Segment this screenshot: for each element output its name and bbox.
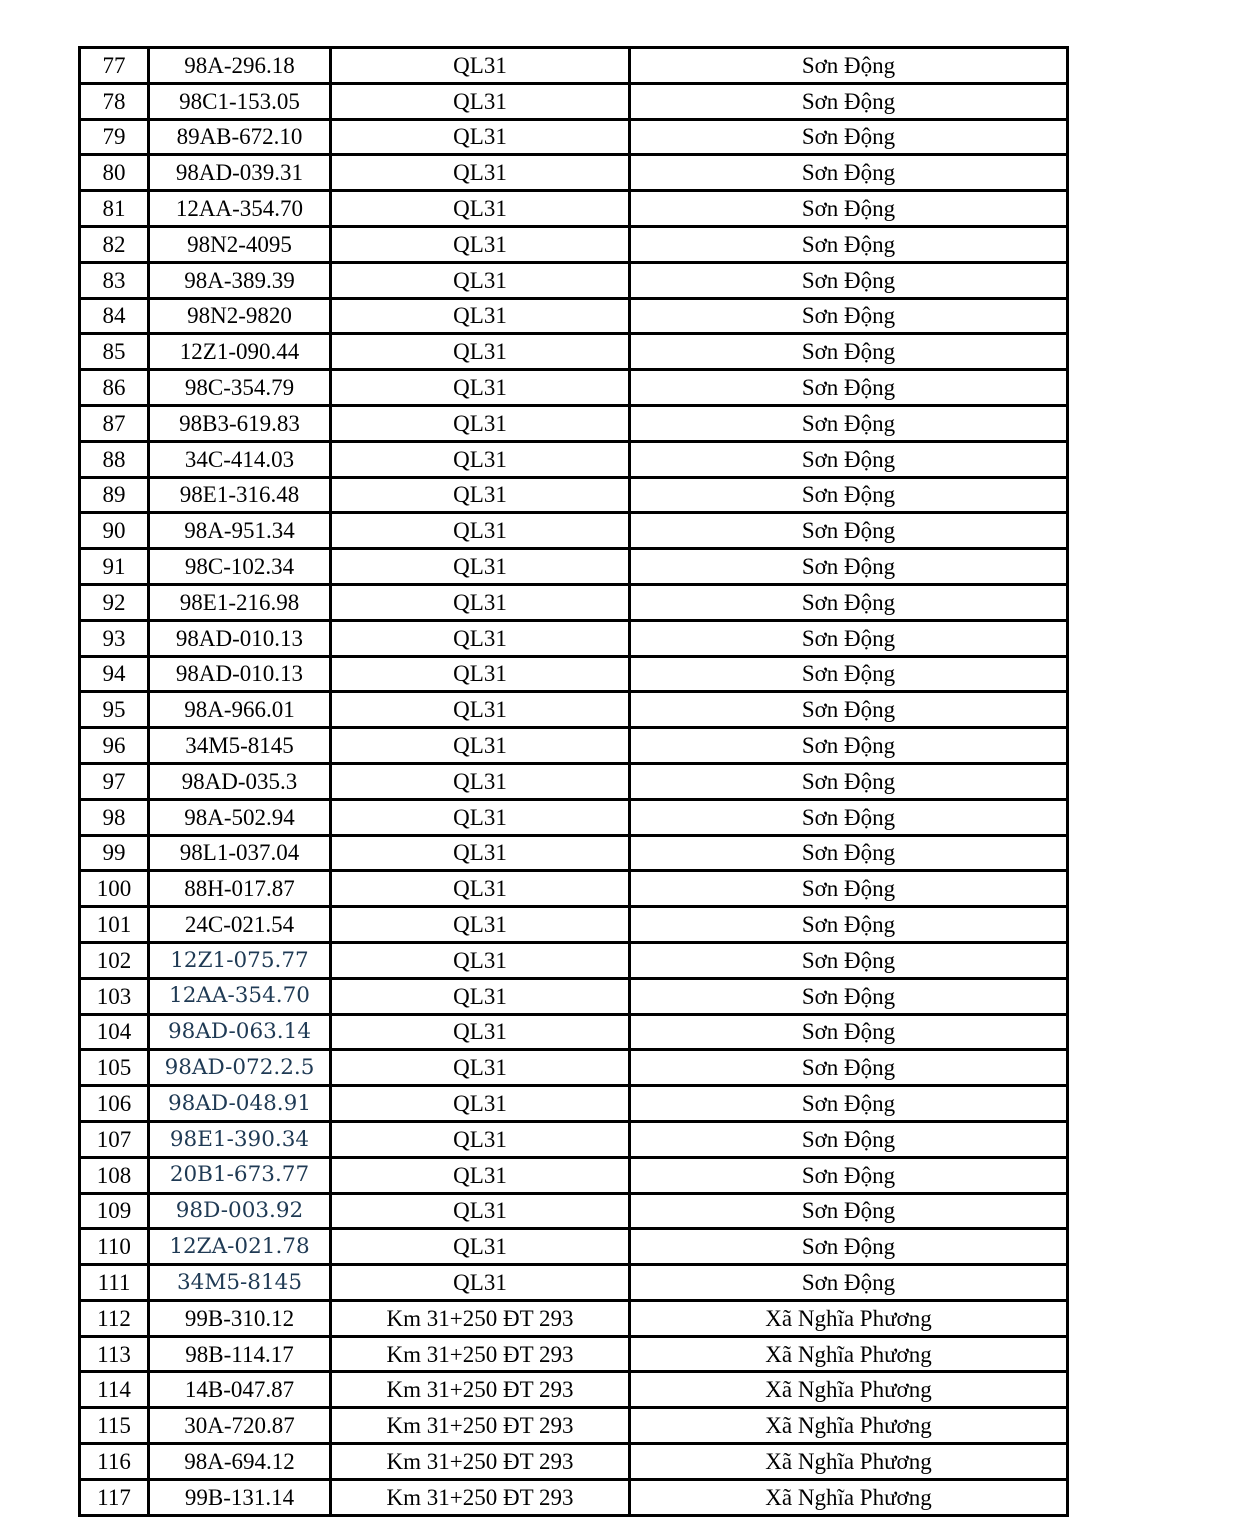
row-number-cell: 90 [80, 513, 149, 549]
row-number-cell: 106 [80, 1086, 149, 1122]
location-cell: QL31 [331, 835, 630, 871]
area-cell: Sơn Động [630, 942, 1068, 978]
table-row [80, 656, 1068, 692]
row-number-cell: 103 [80, 978, 149, 1014]
plate-number-cell: 98A-502.94 [149, 799, 331, 835]
location-cell: QL31 [331, 1014, 630, 1050]
table-row [80, 477, 1068, 513]
plate-number-cell: 98L1-037.04 [149, 835, 331, 871]
row-number-cell: 95 [80, 692, 149, 728]
area-cell: Sơn Động [630, 48, 1068, 84]
plate-number-cell: 88H-017.87 [149, 871, 331, 907]
plate-number-cell: 20B1-673.77 [149, 1157, 331, 1193]
row-number-cell: 101 [80, 907, 149, 943]
table-row [80, 1265, 1068, 1301]
area-cell: Sơn Động [630, 907, 1068, 943]
plate-number-cell: 24C-021.54 [149, 907, 331, 943]
table-row [80, 298, 1068, 334]
table-row [80, 584, 1068, 620]
row-number-cell: 94 [80, 656, 149, 692]
location-cell: QL31 [331, 262, 630, 298]
plate-number-cell: 98B-114.17 [149, 1336, 331, 1372]
plate-number-cell: 34M5-8145 [149, 1265, 331, 1301]
plate-number-cell: 98AD-039.31 [149, 155, 331, 191]
row-number-cell: 87 [80, 405, 149, 441]
plate-number-cell: 12ZA-021.78 [149, 1229, 331, 1265]
table-row [80, 226, 1068, 262]
location-cell: QL31 [331, 871, 630, 907]
table-row [80, 799, 1068, 835]
plate-number-cell: 98B3-619.83 [149, 405, 331, 441]
table-row [80, 1014, 1068, 1050]
table-row [80, 871, 1068, 907]
plate-number-cell: 98N2-9820 [149, 298, 331, 334]
row-number-cell: 113 [80, 1336, 149, 1372]
row-number-cell: 108 [80, 1157, 149, 1193]
row-number-cell: 104 [80, 1014, 149, 1050]
table-row [80, 1300, 1068, 1336]
plate-number-cell: 98AD-048.91 [149, 1086, 331, 1122]
table-row [80, 370, 1068, 406]
table-row [80, 441, 1068, 477]
row-number-cell: 110 [80, 1229, 149, 1265]
plate-number-cell: 34M5-8145 [149, 728, 331, 764]
location-cell: QL31 [331, 298, 630, 334]
table-row [80, 978, 1068, 1014]
area-cell: Sơn Động [630, 119, 1068, 155]
table-row [80, 1408, 1068, 1444]
plate-number-cell: 98A-966.01 [149, 692, 331, 728]
location-cell: QL31 [331, 799, 630, 835]
plate-number-cell: 12AA-354.70 [149, 978, 331, 1014]
table-row [80, 1193, 1068, 1229]
area-cell: Sơn Động [630, 584, 1068, 620]
plate-number-cell: 98A-694.12 [149, 1444, 331, 1480]
plate-number-cell: 98A-296.18 [149, 48, 331, 84]
area-cell: Xã Nghĩa Phương [630, 1479, 1068, 1515]
location-cell: Km 31+250 ĐT 293 [331, 1444, 630, 1480]
area-cell: Xã Nghĩa Phương [630, 1372, 1068, 1408]
table-row [80, 48, 1068, 84]
plate-number-cell: 98AD-035.3 [149, 763, 331, 799]
area-cell: Sơn Động [630, 191, 1068, 227]
plate-number-cell: 14B-047.87 [149, 1372, 331, 1408]
table-row [80, 83, 1068, 119]
row-number-cell: 81 [80, 191, 149, 227]
area-cell: Xã Nghĩa Phương [630, 1444, 1068, 1480]
row-number-cell: 116 [80, 1444, 149, 1480]
row-number-cell: 93 [80, 620, 149, 656]
table-body [80, 48, 1068, 1516]
location-cell: QL31 [331, 1121, 630, 1157]
location-cell: QL31 [331, 978, 630, 1014]
table-row [80, 907, 1068, 943]
area-cell: Sơn Động [630, 763, 1068, 799]
row-number-cell: 92 [80, 584, 149, 620]
row-number-cell: 105 [80, 1050, 149, 1086]
table-row [80, 549, 1068, 585]
area-cell: Sơn Động [630, 835, 1068, 871]
row-number-cell: 80 [80, 155, 149, 191]
location-cell: QL31 [331, 334, 630, 370]
location-cell: QL31 [331, 584, 630, 620]
row-number-cell: 88 [80, 441, 149, 477]
area-cell: Sơn Động [630, 1157, 1068, 1193]
location-cell: QL31 [331, 477, 630, 513]
plate-number-cell: 98D-003.92 [149, 1193, 331, 1229]
plate-number-cell: 98C-354.79 [149, 370, 331, 406]
location-cell: QL31 [331, 191, 630, 227]
area-cell: Sơn Động [630, 1265, 1068, 1301]
location-cell: QL31 [331, 1157, 630, 1193]
area-cell: Sơn Động [630, 692, 1068, 728]
area-cell: Sơn Động [630, 155, 1068, 191]
table-row [80, 942, 1068, 978]
location-cell: QL31 [331, 728, 630, 764]
row-number-cell: 86 [80, 370, 149, 406]
location-cell: QL31 [331, 763, 630, 799]
row-number-cell: 109 [80, 1193, 149, 1229]
area-cell: Sơn Động [630, 620, 1068, 656]
area-cell: Sơn Động [630, 1193, 1068, 1229]
plate-number-cell: 98C1-153.05 [149, 83, 331, 119]
row-number-cell: 112 [80, 1300, 149, 1336]
location-cell: QL31 [331, 1193, 630, 1229]
location-cell: QL31 [331, 370, 630, 406]
area-cell: Sơn Động [630, 513, 1068, 549]
area-cell: Sơn Động [630, 298, 1068, 334]
area-cell: Sơn Động [630, 728, 1068, 764]
area-cell: Sơn Động [630, 370, 1068, 406]
row-number-cell: 79 [80, 119, 149, 155]
location-cell: QL31 [331, 1265, 630, 1301]
plate-number-cell: 89AB-672.10 [149, 119, 331, 155]
location-cell: QL31 [331, 405, 630, 441]
area-cell: Sơn Động [630, 226, 1068, 262]
plate-number-cell: 99B-131.14 [149, 1479, 331, 1515]
table-row [80, 513, 1068, 549]
location-cell: QL31 [331, 656, 630, 692]
location-cell: QL31 [331, 226, 630, 262]
table-row [80, 405, 1068, 441]
row-number-cell: 78 [80, 83, 149, 119]
table-row [80, 728, 1068, 764]
plate-number-cell: 98AD-063.14 [149, 1014, 331, 1050]
row-number-cell: 84 [80, 298, 149, 334]
area-cell: Sơn Động [630, 83, 1068, 119]
table-row [80, 835, 1068, 871]
location-cell: QL31 [331, 155, 630, 191]
plate-number-cell: 98E1-390.34 [149, 1121, 331, 1157]
row-number-cell: 107 [80, 1121, 149, 1157]
location-cell: QL31 [331, 907, 630, 943]
plate-number-cell: 12Z1-090.44 [149, 334, 331, 370]
row-number-cell: 96 [80, 728, 149, 764]
violation-table [78, 46, 1069, 1517]
table-row [80, 1086, 1068, 1122]
area-cell: Sơn Động [630, 1086, 1068, 1122]
location-cell: QL31 [331, 942, 630, 978]
row-number-cell: 83 [80, 262, 149, 298]
row-number-cell: 85 [80, 334, 149, 370]
row-number-cell: 97 [80, 763, 149, 799]
area-cell: Sơn Động [630, 262, 1068, 298]
location-cell: QL31 [331, 513, 630, 549]
table-row [80, 1444, 1068, 1480]
row-number-cell: 114 [80, 1372, 149, 1408]
area-cell: Sơn Động [630, 1229, 1068, 1265]
plate-number-cell: 34C-414.03 [149, 441, 331, 477]
area-cell: Sơn Động [630, 871, 1068, 907]
area-cell: Sơn Động [630, 799, 1068, 835]
location-cell: Km 31+250 ĐT 293 [331, 1336, 630, 1372]
table-row [80, 334, 1068, 370]
row-number-cell: 115 [80, 1408, 149, 1444]
plate-number-cell: 98AD-010.13 [149, 620, 331, 656]
table-row [80, 155, 1068, 191]
location-cell: QL31 [331, 1229, 630, 1265]
plate-number-cell: 98AD-010.13 [149, 656, 331, 692]
area-cell: Sơn Động [630, 549, 1068, 585]
area-cell: Sơn Động [630, 334, 1068, 370]
row-number-cell: 98 [80, 799, 149, 835]
location-cell: QL31 [331, 692, 630, 728]
location-cell: QL31 [331, 549, 630, 585]
location-cell: QL31 [331, 1086, 630, 1122]
table-row [80, 620, 1068, 656]
area-cell: Sơn Động [630, 656, 1068, 692]
row-number-cell: 91 [80, 549, 149, 585]
plate-number-cell: 30A-720.87 [149, 1408, 331, 1444]
row-number-cell: 100 [80, 871, 149, 907]
plate-number-cell: 99B-310.12 [149, 1300, 331, 1336]
location-cell: QL31 [331, 119, 630, 155]
location-cell: Km 31+250 ĐT 293 [331, 1479, 630, 1515]
area-cell: Sơn Động [630, 1014, 1068, 1050]
table-row [80, 763, 1068, 799]
location-cell: QL31 [331, 83, 630, 119]
plate-number-cell: 98AD-072.2.5 [149, 1050, 331, 1086]
area-cell: Sơn Động [630, 405, 1068, 441]
row-number-cell: 99 [80, 835, 149, 871]
plate-number-cell: 98N2-4095 [149, 226, 331, 262]
table-row [80, 1229, 1068, 1265]
table-row [80, 1050, 1068, 1086]
area-cell: Xã Nghĩa Phương [630, 1300, 1068, 1336]
table-row [80, 1157, 1068, 1193]
row-number-cell: 117 [80, 1479, 149, 1515]
plate-number-cell: 98A-389.39 [149, 262, 331, 298]
table-row [80, 191, 1068, 227]
location-cell: Km 31+250 ĐT 293 [331, 1372, 630, 1408]
location-cell: QL31 [331, 48, 630, 84]
location-cell: QL31 [331, 441, 630, 477]
plate-number-cell: 98A-951.34 [149, 513, 331, 549]
row-number-cell: 102 [80, 942, 149, 978]
location-cell: QL31 [331, 1050, 630, 1086]
area-cell: Xã Nghĩa Phương [630, 1336, 1068, 1372]
table-row [80, 262, 1068, 298]
table-row [80, 119, 1068, 155]
plate-number-cell: 98E1-316.48 [149, 477, 331, 513]
area-cell: Sơn Động [630, 978, 1068, 1014]
row-number-cell: 111 [80, 1265, 149, 1301]
table-row [80, 692, 1068, 728]
plate-number-cell: 98C-102.34 [149, 549, 331, 585]
row-number-cell: 82 [80, 226, 149, 262]
location-cell: Km 31+250 ĐT 293 [331, 1408, 630, 1444]
area-cell: Xã Nghĩa Phương [630, 1408, 1068, 1444]
area-cell: Sơn Động [630, 1121, 1068, 1157]
plate-number-cell: 98E1-216.98 [149, 584, 331, 620]
location-cell: Km 31+250 ĐT 293 [331, 1300, 630, 1336]
table-row [80, 1479, 1068, 1515]
plate-number-cell: 12AA-354.70 [149, 191, 331, 227]
table-row [80, 1372, 1068, 1408]
area-cell: Sơn Động [630, 441, 1068, 477]
area-cell: Sơn Động [630, 1050, 1068, 1086]
row-number-cell: 89 [80, 477, 149, 513]
row-number-cell: 77 [80, 48, 149, 84]
table-row [80, 1336, 1068, 1372]
location-cell: QL31 [331, 620, 630, 656]
plate-number-cell: 12Z1-075.77 [149, 942, 331, 978]
table-row [80, 1121, 1068, 1157]
area-cell: Sơn Động [630, 477, 1068, 513]
